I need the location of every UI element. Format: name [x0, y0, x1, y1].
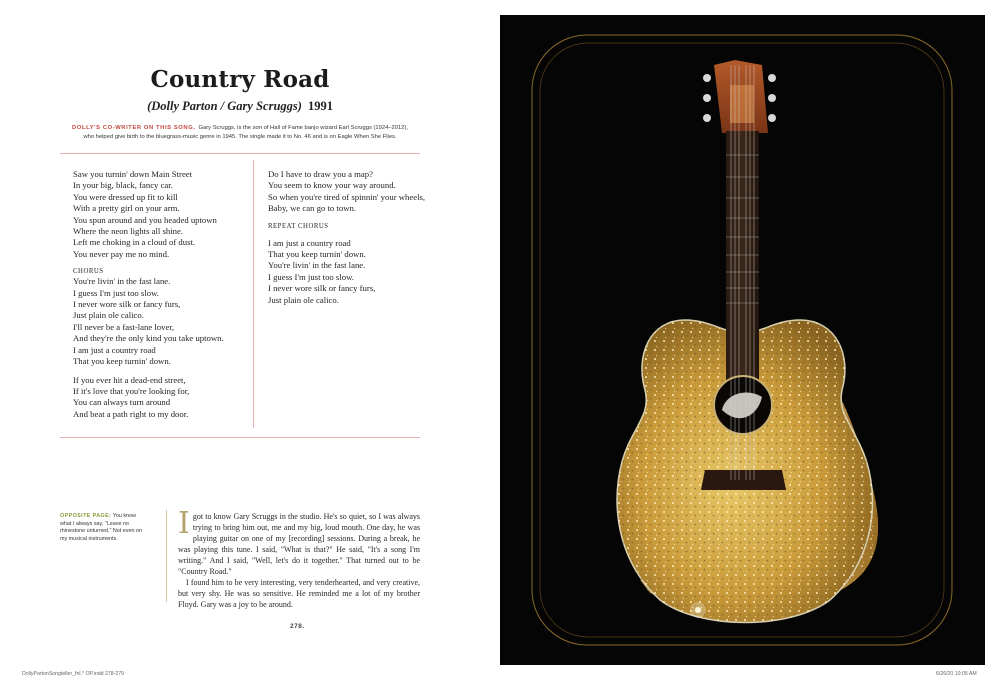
cowriter-label: DOLLY'S CO-WRITER ON THIS SONG, — [72, 125, 196, 131]
drop-cap: I — [178, 506, 190, 541]
lyric-line: And they're the only kind you take uptown. — [73, 333, 224, 344]
slug-left: DollyPartonSongteller_fnl.* OP.indd 278-279 — [22, 671, 124, 677]
opposite-page-text: You know what I always say, "Leave no rhinestone unturned." Not even on my musical instruments. — [60, 513, 142, 542]
lyric-line: Do I have to draw you a map? — [268, 169, 373, 179]
lyric-line: You're livin' in the fast lane. — [268, 260, 366, 271]
verse-2 — [73, 375, 248, 421]
lyric-line: With a pretty girl on your arm. — [73, 203, 180, 214]
guitar-icon — [500, 15, 985, 665]
lyric-line: If it's love that you're looking for, — [73, 385, 190, 396]
chorus-label: CHORUS — [73, 268, 104, 276]
lyric-line: I never wore silk or fancy furs, — [73, 299, 181, 310]
lyric-line: That you keep turnin' down. — [268, 249, 366, 260]
lyrics-column-right — [268, 169, 426, 313]
song-year: 1991 — [307, 99, 333, 113]
lyrics-column-left — [73, 169, 248, 427]
story-paragraph-2: I found him to be very interesting, very tenderhearted, and very creative, but very shy. He was so sensitive. He reminded me a lot of my brother Floyd. Gary was a joy to be around. — [178, 578, 420, 609]
lyric-line: Just plain ole calico. — [73, 310, 144, 321]
bridge — [701, 470, 786, 490]
lyric-line: I am just a country road — [73, 344, 156, 355]
guitar-photo — [500, 15, 985, 665]
story-paragraph-1 — [178, 506, 420, 577]
opposite-page-caption — [60, 513, 144, 543]
lyric-line: You spun around and you headed uptown — [73, 214, 217, 225]
lyric-line: And beat a path right to my door. — [73, 408, 189, 419]
song-title: Country Road — [150, 66, 330, 93]
cowriter-text-2: who helped give birth to the bluegrass-music genre in 1945. The single made it to No. 46 and is on Eagle When She Flies. — [83, 133, 397, 140]
lyric-line: Where the neon lights all shine. — [73, 226, 184, 237]
story-text — [178, 506, 420, 610]
lyric-line: Baby, we can go to town. — [268, 203, 356, 214]
lyric-line: I am just a country road — [268, 237, 351, 248]
verse-3 — [268, 169, 426, 215]
songwriters: (Dolly Parton / Gary Scruggs) — [147, 99, 302, 113]
lyric-line: If you ever hit a dead-end street, — [73, 374, 186, 385]
lyric-line: Left me choking in a cloud of dust. — [73, 237, 196, 248]
chorus — [73, 267, 248, 367]
lyric-line: Saw you turnin' down Main Street — [73, 169, 193, 179]
bottom-divider — [60, 437, 420, 438]
verse-1 — [73, 169, 248, 260]
lyric-line: In your big, black, fancy car. — [73, 180, 173, 191]
slug-right: 6/26/20 10:05 AM — [936, 671, 977, 677]
cowriter-text-1: Gary Scruggs, is the son of Hall of Fame banjo wizard Earl Scruggs (1924–2012), — [198, 125, 408, 131]
page-number: 278. — [290, 623, 305, 630]
repeat-chorus-label: REPEAT CHORUS — [268, 222, 329, 230]
lyric-line: I never wore silk or fancy furs, — [268, 283, 376, 294]
cowriter-note — [60, 124, 420, 141]
top-divider — [60, 153, 420, 154]
lyric-line: So when you're tired of spinnin' your wheels, — [268, 191, 426, 202]
lyric-line: Just plain ole calico. — [268, 294, 339, 305]
story-divider — [166, 510, 167, 602]
story-paragraph-1-text: got to know Gary Scruggs in the studio. He's so quiet, so I was always trying to bring him out, me and my big, loud mouth. One day, he was playing guitar on one of my [recording] sessions. During a break, he was playing this tune. I said, "What is that?" He said, "It's a song I'm writing." And I said, "Well, let's do it together." That turned out to be "Country Road." — [178, 512, 420, 576]
lyric-line: You were dressed up fit to kill — [73, 191, 178, 202]
lyric-line: You seem to know your way around. — [268, 180, 396, 191]
repeat-chorus — [268, 222, 423, 231]
lyric-line: I guess I'm just too slow. — [268, 271, 354, 282]
lyric-line: You never pay me no mind. — [73, 248, 170, 259]
column-divider — [253, 160, 254, 428]
lyric-line: I guess I'm just too slow. — [73, 287, 159, 298]
opposite-page-label: OPPOSITE PAGE: — [60, 513, 112, 519]
outro — [268, 238, 423, 306]
lyric-line: You're livin' in the fast lane. — [73, 276, 171, 287]
song-credits — [60, 99, 420, 114]
lyric-line: I'll never be a fast-lane lover, — [73, 321, 175, 332]
lyric-line: You can always turn around — [73, 397, 171, 408]
lyric-line: That you keep turnin' down. — [73, 356, 171, 367]
